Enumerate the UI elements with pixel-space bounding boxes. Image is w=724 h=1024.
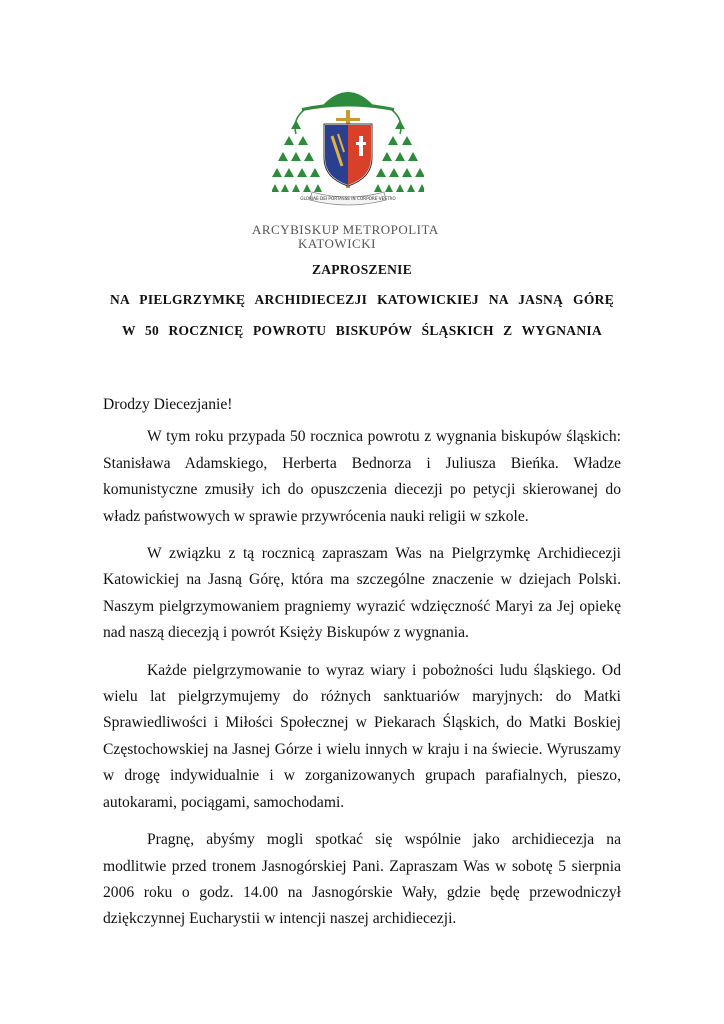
- greeting: Drodzy Diecezjanie!: [103, 396, 233, 413]
- svg-text:GLORIAE DEI PORTASSE IN CORPOR: GLORIAE DEI PORTASSE IN CORPORE VESTRO: [300, 196, 396, 201]
- paragraph: W związku z tą rocznicą zapraszam Was na Pielgrzymkę Archidiecezji Katowickiej na Jasną Górę, która ma szczególne znaczenie w dziejach Polski. Naszym pielgrzymowaniem pragniemy wyrazić wdzięczność Maryi za Jej opiekę nad naszą diecezją i powrót Księży Biskupów z wygnania.: [103, 545, 621, 642]
- subtitle-line-1: NA PIELGRZYMKĘ ARCHIDIECEZJI KATOWICKIEJ NA JASNĄ GÓRĘ: [110, 292, 614, 307]
- subtitle-line-2: W 50 ROCZNICĘ POWROTU BISKUPÓW ŚLĄSKICH Z WYGNANIA: [122, 323, 602, 338]
- paragraph: W tym roku przypada 50 rocznica powrotu z wygnania biskupów śląskich: Stanisława Adamskiego, Herberta Bednorza i Juliusza Bieńka. Władze komunistyczne zmusiły ich do opuszczenia diecezji po petycji skierowanej do władz państwowych w sprawie przywrócenia nauki religii w szkole.: [103, 428, 621, 525]
- paragraph: Pragnę, abyśmy mogli spotkać się wspólnie jako archidiecezja na modlitwie przed tronem Jasnogórskiej Pani. Zapraszam Was w sobotę 5 sierpnia 2006 roku o godz. 14.00 na Jasnogórskie Wały, gdzie będę przewodniczył dziękczynnej Eucharystii w intencji naszej archidiecezji.: [103, 831, 621, 928]
- issuer-line-2: KATOWICKI: [298, 236, 376, 251]
- invitation-heading: ZAPROSZENIE: [311, 262, 413, 277]
- issuer-line-1: ARCYBISKUP METROPOLITA: [252, 222, 439, 237]
- issuer-title: [252, 223, 472, 251]
- letter-body: [103, 392, 621, 944]
- coat-of-arms-icon: [272, 80, 424, 212]
- paragraph: Każde pielgrzymowanie to wyraz wiary i pobożności ludu śląskiego. Od wielu lat pielgrzymujemy do różnych sanktuariów maryjnych: do Matki Sprawiedliwości i Miłości Społecznej w Piekarach Śląskich, do Matki Boskiej Częstochowskiej na Jasnej Górze i wielu innych w kraju i na świecie. Wyruszamy w drogę indywidualnie i w zorganizowanych grupach parafialnych, pieszo, autokarami, pociągami, samochodami.: [103, 661, 621, 811]
